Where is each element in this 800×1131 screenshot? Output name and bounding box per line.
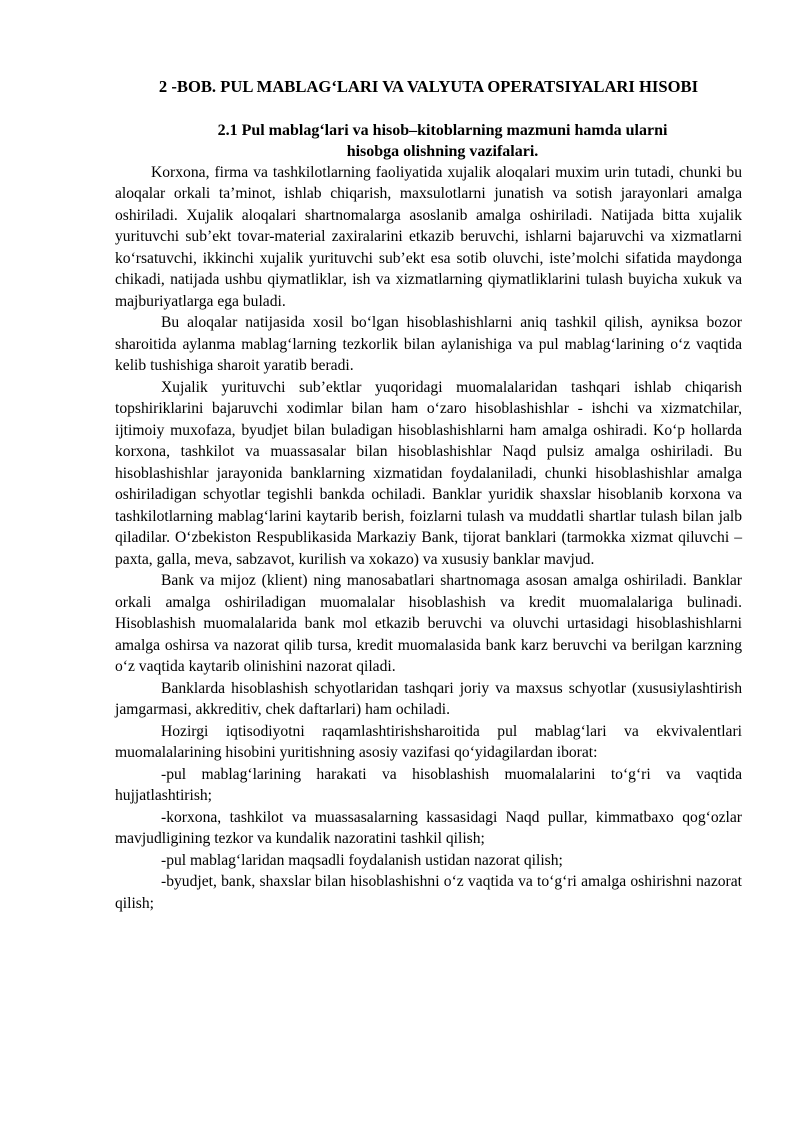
list-item-2: -korxona, tashkilot va muassasalarning kassasidagi Naqd pullar, kimmatbaxo qog‘ozlar mavjudligining tezkor va kundalik nazoratini tashkil qilish; bbox=[115, 808, 742, 847]
section-title bbox=[115, 120, 742, 162]
list-item-3: -pul mablag‘laridan maqsadli foydalanish ustidan nazorat qilish; bbox=[161, 851, 563, 869]
paragraph-5: Banklarda hisoblashish schyotlaridan tashqari joriy va maxsus schyotlar (xususiylashtirish jamgarmasi, akkreditiv, chek daftarlari) ham ochiladi. bbox=[115, 679, 742, 718]
list-item-1: -pul mablag‘larining harakati va hisoblashish muomalalarini to‘g‘ri va vaqtida hujjatlashtirish; bbox=[115, 765, 742, 804]
document-page bbox=[115, 70, 742, 914]
paragraph-3: Xujalik yurituvchi sub’ektlar yuqoridagi muomalalaridan tashqari ishlab chiqarish topshiriklarini bajaruvchi xodimlar bilan ham o‘zaro hisoblashishlar - ishchi va xizmatchilar, ijtimoiy muxofaza, byudjet bilan buladigan hisoblashishlarni ham amalga oshiradi. Ko‘p hollarda korxona, tashkilot va muassasalar bilan hisoblashishlar Naqd pulsiz amalga oshiriladi. Bu hisoblashishlar jarayonida banklarning xizmatidan foydalaniladi, chunki hisoblashishlar amalga oshiriladigan schyotlar tegishli bankda ochiladi. Banklar yuridik shaxslar hisoblanib korxona va tashkilotlarning mablag‘larini kaytarib berish, foizlarni tulash va muddatli shartlar tulash bilan jalb qiladilar. O‘zbekiston Respublikasida Markaziy Bank, tijorat banklari (tarmokka xizmat qiluvchi – paxta, galla, meva, sabzavot, kurilish va xokazo) va xususiy banklar mavjud. bbox=[115, 378, 742, 568]
paragraph-6: Hozirgi iqtisodiyotni raqamlashtirishsharoitida pul mablag‘lari va ekvivalentlari muomalalarining hisobini yuritishning asosiy vazifasi qo‘yidagilardan iborat: bbox=[115, 722, 742, 761]
section-title-line-2: hisobga olishning vazifalari. bbox=[346, 142, 539, 160]
paragraph-4: Bank va mijoz (klient) ning manosabatlari shartnomaga asosan amalga oshiriladi. Banklar orkali amalga oshiriladigan muomalalar hisoblashish va kredit muomalalariga bulinadi. Hisoblashish muomalalarida bank mol etkazib beruvchi va oluvchi urtasidagi hisoblashishlarni amalga oshirsa va nazorat qilib tursa, kredit muomalasida bank karz beruvchi va berilgan karzning o‘z vaqtida kaytarib olinishini nazorat qiladi. bbox=[115, 572, 742, 675]
chapter-title: 2 -BOB. PUL MABLAG‘LARI VA VALYUTA OPERATSIYALARI HISOBI bbox=[158, 77, 699, 96]
list-item-4: -byudjet, bank, shaxslar bilan hisoblashishni o‘z vaqtida va to‘g‘ri amalga oshirishni nazorat qilish; bbox=[115, 873, 742, 912]
paragraph-2: Bu aloqalar natijasida xosil bo‘lgan hisoblashishlarni aniq tashkil qilish, ayniksa bozor sharoitida aylanma mablag‘larning tezkorlik bilan aylanishiga va pul mablag‘larining o‘z vaqtida kelib tushishiga sharoit yaratib beradi. bbox=[115, 314, 742, 374]
paragraph-1: Korxona, firma va tashkilotlarning faoliyatida xujalik aloqalari muxim urin tutadi, chunki bu aloqalar orkali ta’minot, ishlab chiqarish, maxsulotlarni junatish va sotish jarayonlari amalga oshiriladi. Xujalik aloqalari shartnomalarga asoslanib amalga oshiriladi. Natijada bitta xujalik yurituvchi sub’ekt tovar-material zaxiralarini etkazib beruvchi, ishlarni bajaruvchi va xizmatlarni ko‘rsatuvchi, ikkinchi xujalik yurituvchi sub’ekt esa sotib oluvchi, iste’molchi sifatida maydonga chikadi, natijada ushbu qiymatliklar, ish va xizmatlarning qiymatliklarini tulash buyicha xukuk va majburiyatlarga ega buladi. bbox=[115, 163, 742, 310]
section-title-line-1: 2.1 Pul mablag‘lari va hisob–kitoblarning mazmuni hamda ularni bbox=[217, 121, 668, 139]
